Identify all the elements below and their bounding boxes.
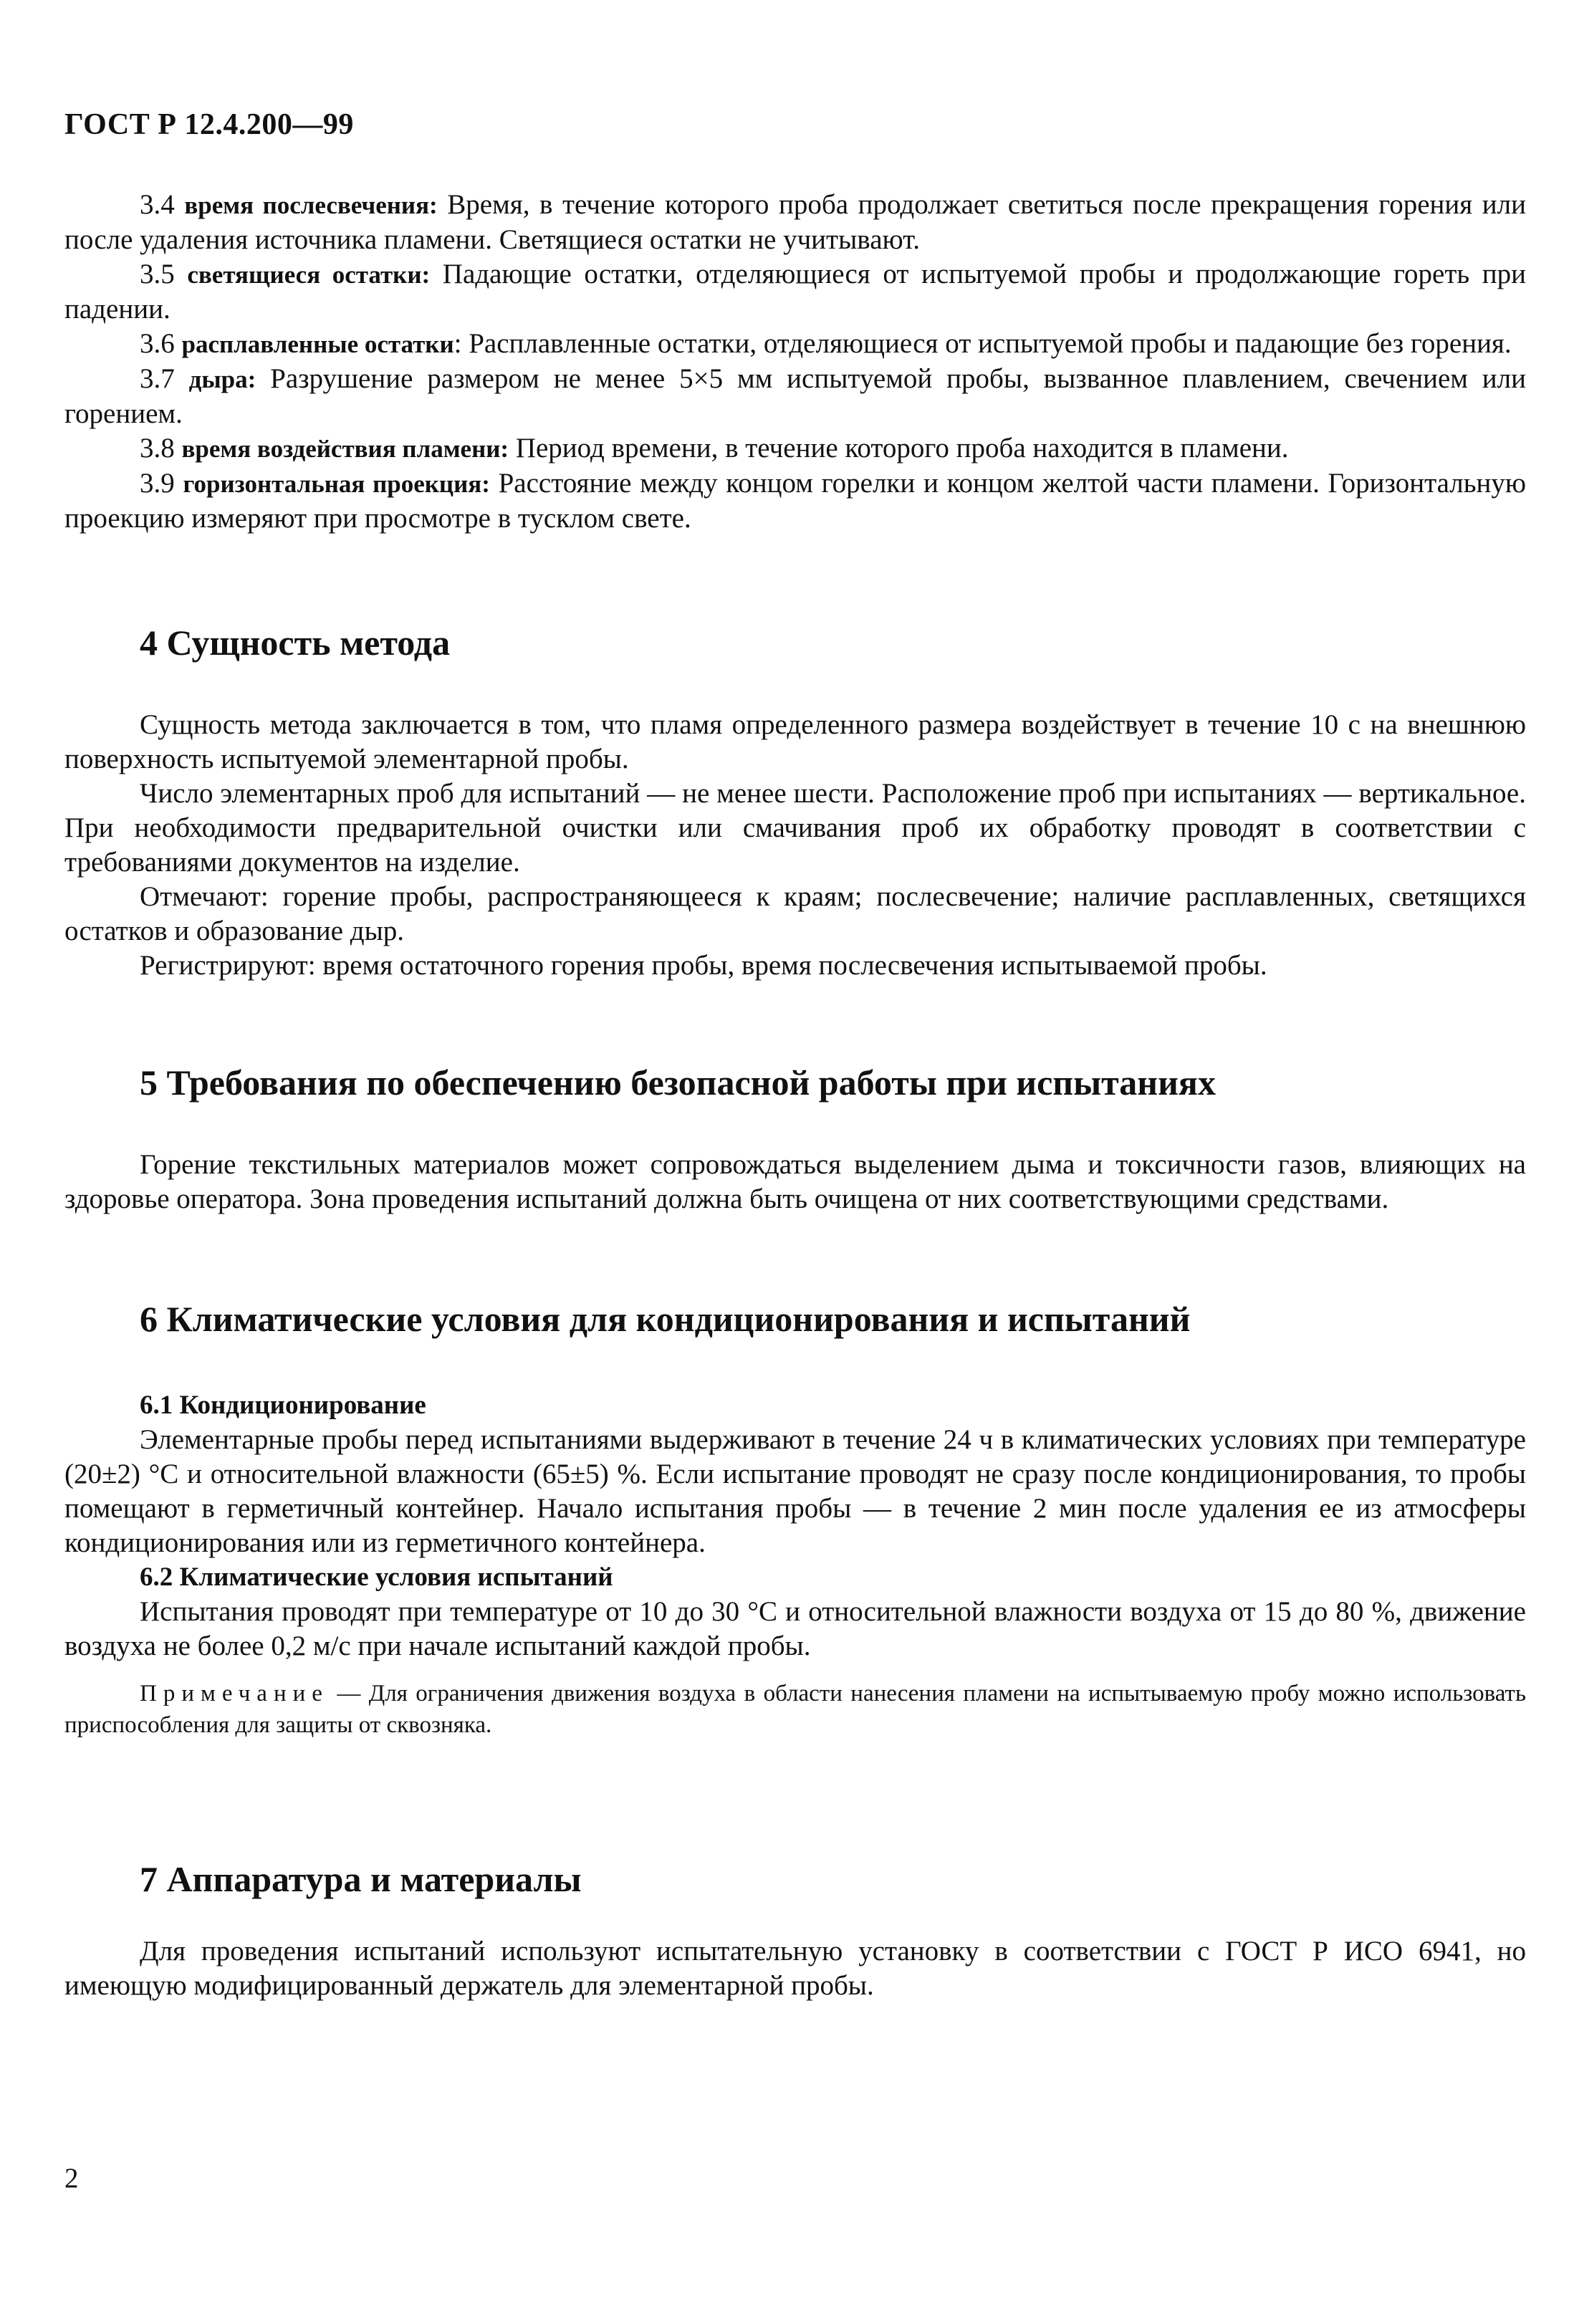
section-6-heading: 6 Климатические условия для кондиционирования и испытаний — [140, 1299, 1191, 1339]
term-number: 3.6 — [140, 328, 175, 359]
page-content — [64, 188, 1526, 2003]
term-number: 3.5 — [140, 259, 175, 289]
term-number: 3.7 — [140, 363, 175, 394]
term-name: время воздействия пламени: — [181, 435, 509, 463]
term-3-6 — [64, 327, 1526, 362]
section-4-paragraph: Сущность метода заключается в том, что пламя определенного размера воздействует в течение 10 с на внешнюю поверхность испытуемой элементарной пробы. — [64, 709, 1526, 774]
term-number: 3.9 — [140, 468, 175, 499]
term-3-7 — [64, 362, 1526, 431]
section-7-paragraph: Для проведения испытаний используют испытательную установку в соответствии с ГОСТ Р ИСО 6941, но имеющую модифицированный держатель для элементарной пробы. — [64, 1936, 1526, 2001]
section-4-paragraph: Отмечают: горение пробы, распространяющееся к краям; послесвечение; наличие расплавленных, светящихся остатков и образование дыр. — [64, 881, 1526, 946]
note-text: — Для ограничения движения воздуха в области нанесения пламени на испытываемую пробу можно использовать приспособления для защиты от сквозняка. — [64, 1681, 1526, 1738]
term-3-5 — [64, 257, 1526, 327]
note — [64, 1678, 1526, 1741]
subsection-6-1-heading: 6.1 Кондиционирование — [140, 1391, 426, 1420]
section-7-heading: 7 Аппаратура и материалы — [140, 1859, 582, 1899]
term-definition: Падающие остатки, отделяющиеся от испытуемой пробы и продолжающие гореть при падении. — [64, 259, 1527, 325]
term-definition: Расстояние между концом горелки и концом желтой части пламени. Горизонтальную проекцию измеряют при просмотре в тусклом свете. — [64, 468, 1527, 534]
term-3-4 — [64, 188, 1526, 257]
term-name: горизонтальная проекция: — [183, 470, 490, 498]
term-definition: : Расплавленные остатки, отделяющиеся от испытуемой пробы и падающие без горения. — [454, 328, 1512, 359]
page-number: 2 — [64, 2163, 79, 2194]
note-label: Примечание — [140, 1681, 329, 1706]
subsection-6-1-text: Элементарные пробы перед испытаниями выдерживают в течение 24 ч в климатических условиях при температуре (20±2) °С и относительной влажности (65±5) %. Если испытание проводят не сразу после кондиционирования, то пробы помещают в герметичный контейнер. Начало испытания пробы — в течение 2 мин после удаления ее из атмосферы кондиционирования или из герметичного контейнера. — [64, 1424, 1526, 1558]
term-3-8 — [64, 431, 1526, 466]
term-definition: Время, в течение которого проба продолжает светиться после прекращения горения или после удаления источника пламени. Светящиеся остатки не учитывают. — [64, 189, 1527, 255]
section-4-paragraph: Регистрируют: время остаточного горения пробы, время послесвечения испытываемой пробы. — [140, 950, 1267, 981]
section-4-paragraph: Число элементарных проб для испытаний — не менее шести. Расположение проб при испытаниях — вертикальное. При необходимости предварительной очистки или смачивания проб их обработку проводят в соответствии с требованиями документов на изделие. — [64, 778, 1526, 878]
document-code: ГОСТ Р 12.4.200—99 — [64, 108, 354, 141]
term-definition: Период времени, в течение которого проба находится в пламени. — [515, 433, 1289, 464]
term-number: 3.4 — [140, 189, 175, 220]
term-name: расплавленные остатки — [181, 330, 454, 358]
section-5-paragraph: Горение текстильных материалов может сопровождаться выделением дыма и токсичности газов, влияющих на здоровье оператора. Зона проведения испытаний должна быть очищена от них соответствующими средствами. — [64, 1149, 1526, 1214]
term-name: время послесвечения: — [184, 191, 438, 219]
term-number: 3.8 — [140, 433, 175, 464]
section-4-heading: 4 Сущность метода — [140, 623, 451, 663]
term-3-9 — [64, 466, 1526, 536]
section-5-heading: 5 Требования по обеспечению безопасной работы при испытаниях — [140, 1062, 1216, 1103]
term-name: светящиеся остатки: — [187, 261, 431, 289]
term-name: дыра: — [188, 365, 256, 393]
subsection-6-2-heading: 6.2 Климатические условия испытаний — [140, 1562, 613, 1592]
subsection-6-2-text: Испытания проводят при температуре от 10 до 30 °С и относительной влажности воздуха от 15 до 80 %, движение воздуха не более 0,2 м/с при начале испытаний каждой пробы. — [64, 1596, 1526, 1661]
term-definition: Разрушение размером не менее 5×5 мм испытуемой пробы, вызванное плавлением, свечением или горением. — [64, 363, 1526, 429]
